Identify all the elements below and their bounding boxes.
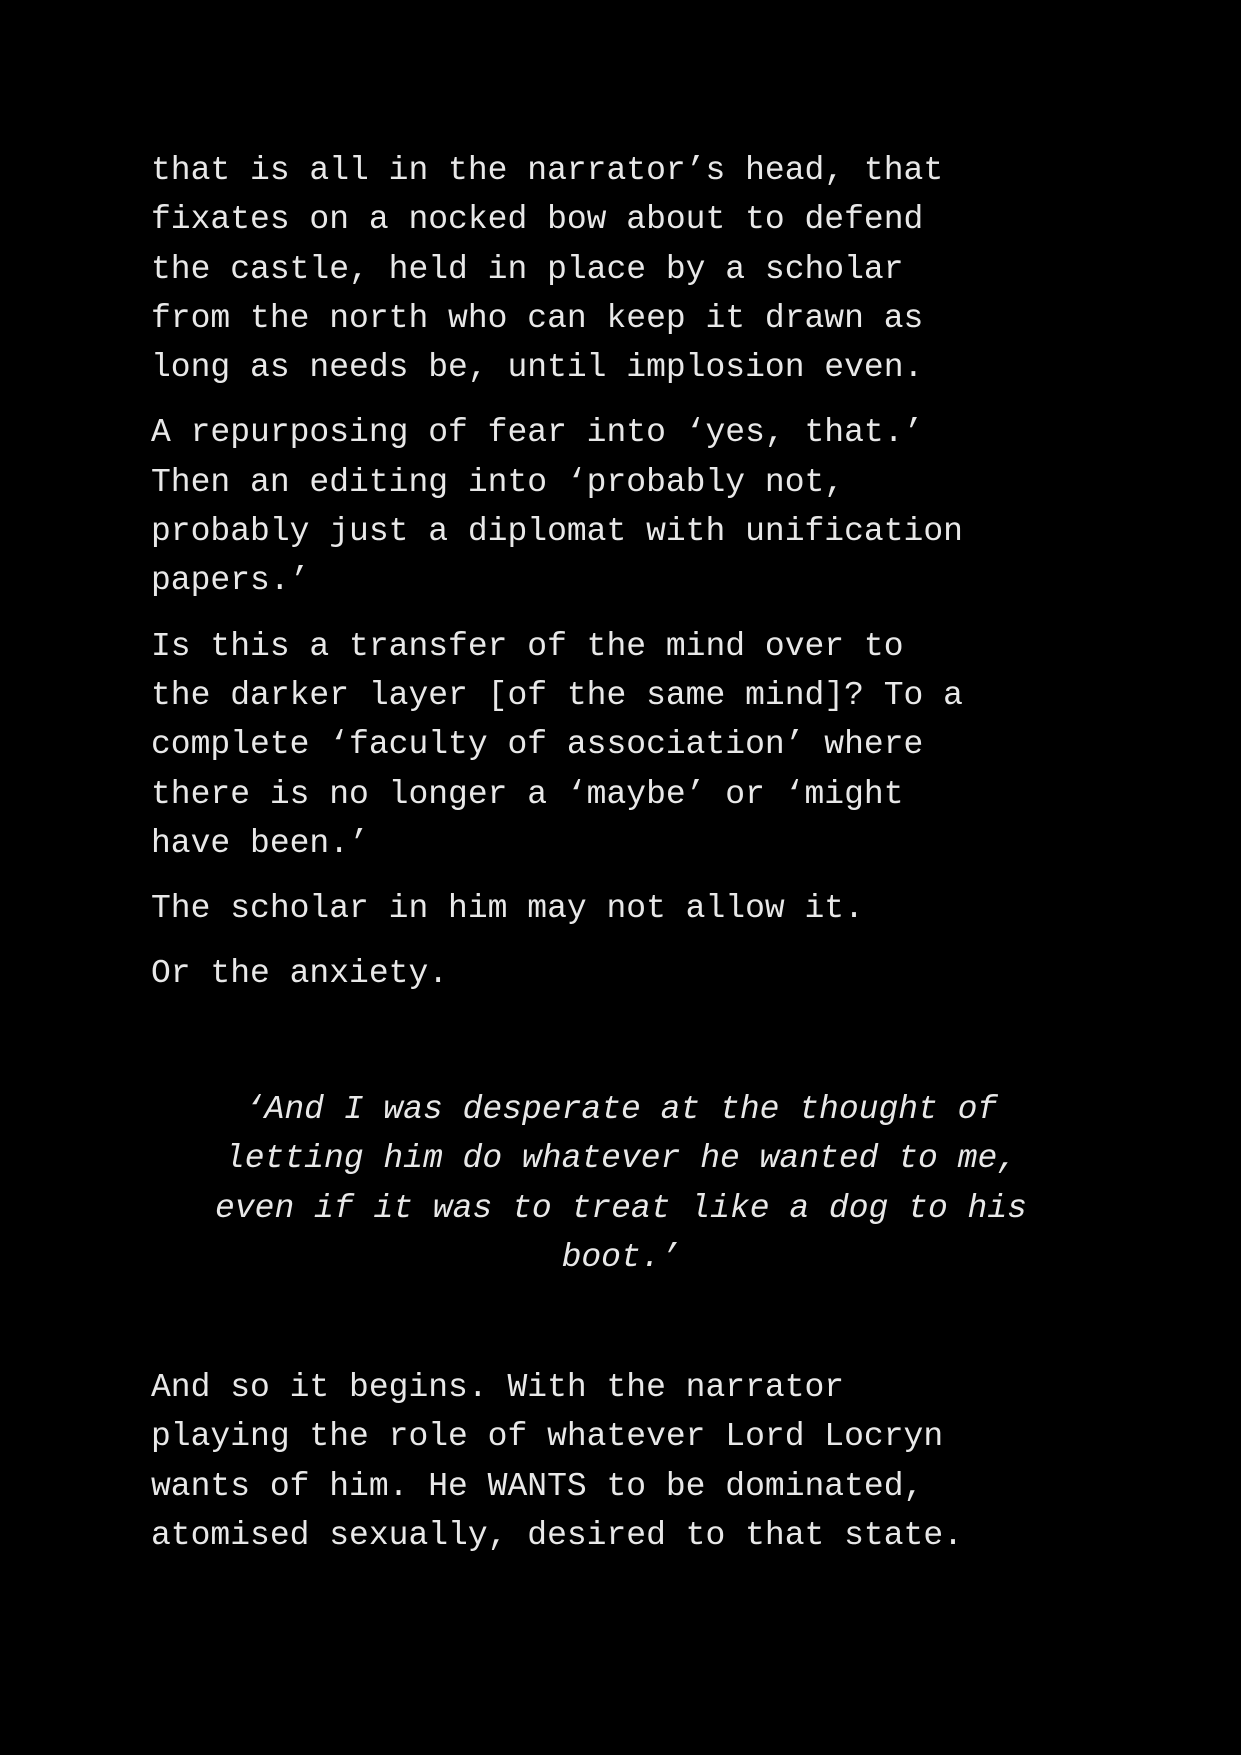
closing-paragraph: And so it begins. With the narrator playing the role of whatever Lord Locryn wants of him. He WANTS to be dominated, atomised sexually, desired to that state.	[151, 1369, 963, 1554]
paragraph-1: that is all in the narrator’s head, that fixates on a nocked bow about to defend the castle, held in place by a scholar from the north who can keep it drawn as long as needs be, until implosion even.	[151, 152, 944, 387]
paragraph-3: Is this a transfer of the mind over to the darker layer [of the same mind]? To a complete ‘faculty of association’ where there is no longer a ‘maybe’ or ‘might have been.’	[151, 627, 963, 862]
paragraph-4: The scholar in him may not allow it.	[151, 890, 864, 928]
paragraph-2: A repurposing of fear into ‘yes, that.’ Then an editing into ‘probably not, probably just a diplomat with unification papers.’	[151, 414, 963, 600]
block-quote: ‘And I was desperate at the thought of letting him do whatever he wanted to me, even if it was to treat like a dog to his boot.’	[215, 1091, 1027, 1276]
paragraph-5: Or the anxiety.	[151, 955, 449, 993]
document-body	[151, 146, 1091, 1554]
